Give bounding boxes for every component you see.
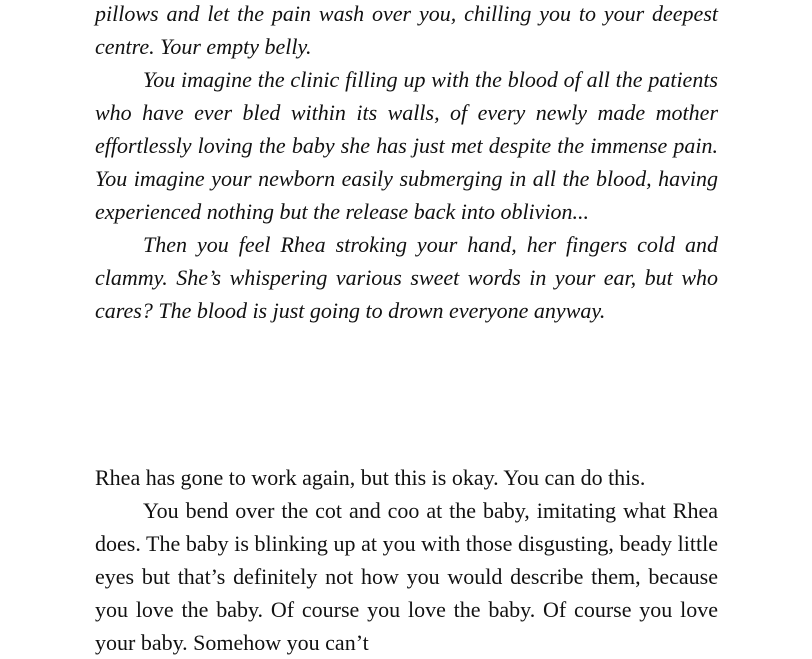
paragraph-cot-baby: You bend over the cot and coo at the baby, imitating what Rhea does. The baby is blinking up at you with those disgusting, beady little eyes but that’s definitely not how you would describe them, because you love the baby. Of course you love the baby. Of course you love your baby. Somehow you can’t — [95, 498, 718, 655]
paragraph-rhea-work: Rhea has gone to work again, but this is okay. You can do this. — [95, 465, 646, 490]
paragraph-continued: pillows and let the pain wash over you, chilling you to your deepest centre. Your empty belly. — [95, 1, 718, 59]
roman-passage — [95, 461, 718, 659]
paragraph-clinic-blood: You imagine the clinic filling up with the blood of all the patients who have ever bled within its walls, of every newly made mother effortlessly loving the baby she has just met despite the immense pain. You imagine your newborn easily submerging in all the blood, having experienced nothing but the release back into oblivion... — [95, 67, 718, 224]
paragraph-rhea-hand: Then you feel Rhea stroking your hand, her fingers cold and clammy. She’s whispering various sweet words in your ear, but who cares? The blood is just going to drown everyone anyway. — [95, 232, 718, 323]
italic-passage — [95, 0, 718, 327]
